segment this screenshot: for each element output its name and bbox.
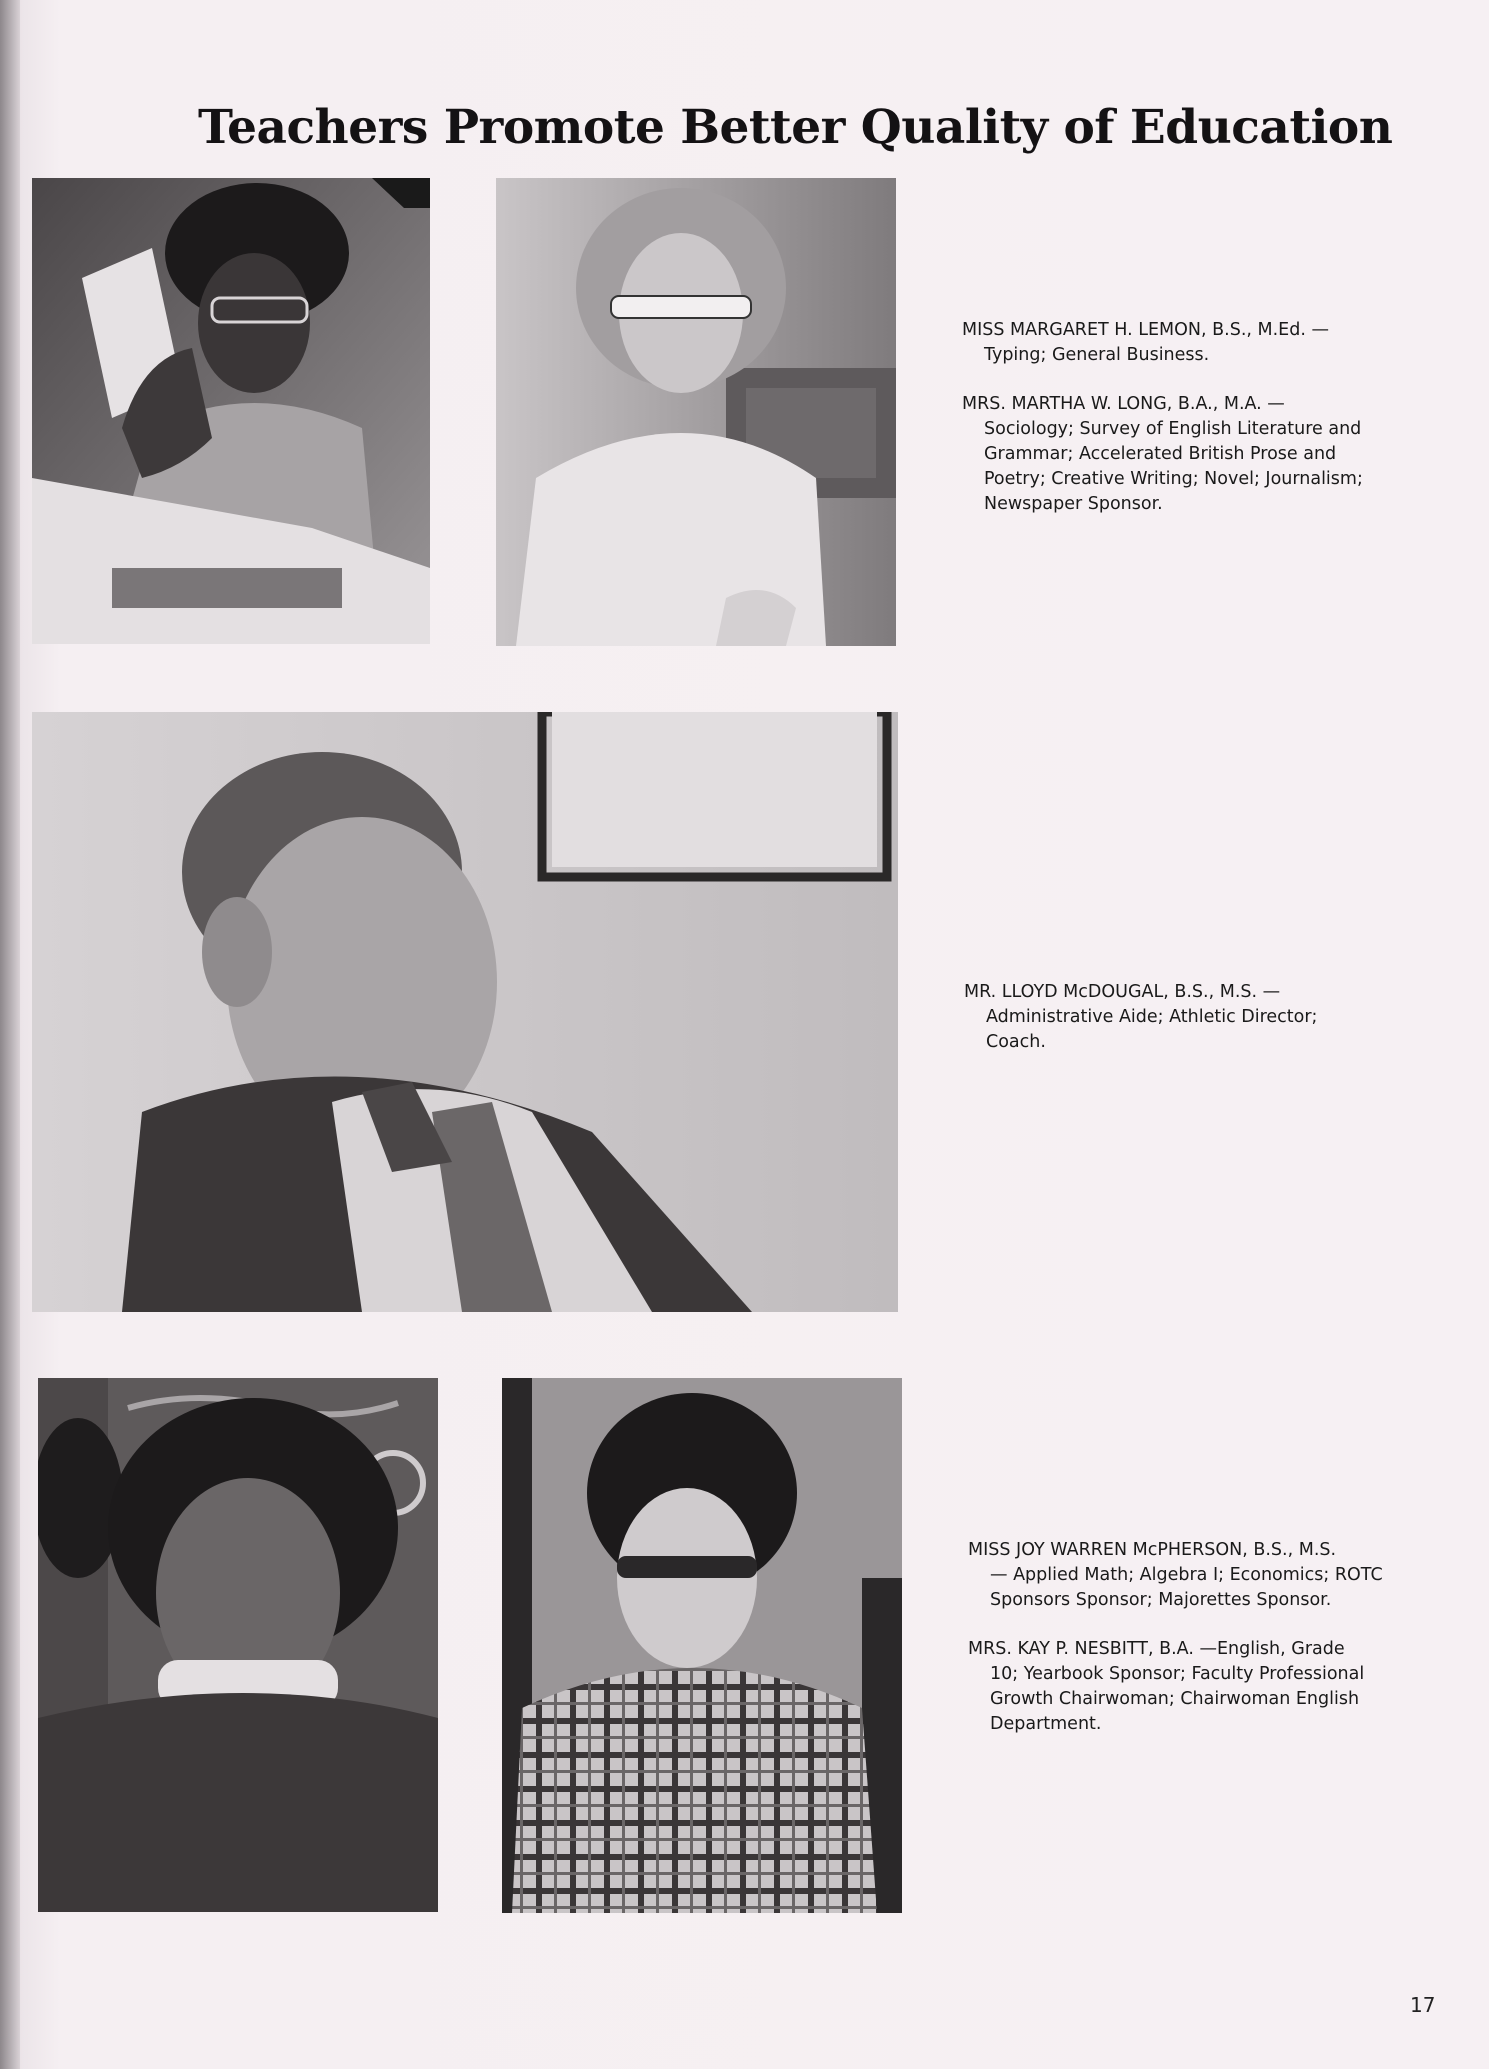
binding-gutter [0,0,20,2069]
caption-group-middle [964,980,1374,1079]
photo-teacher-by-chalkboard [38,1378,438,1912]
teacher-entry-lemon [962,318,1382,368]
photo-teacher-with-glasses [496,178,896,646]
teacher-subjects: Typing; General Business. [984,345,1210,365]
teacher-name: MRS. KAY P. NESBITT, B.A. —English, Grade [968,1639,1345,1659]
teacher-name: MR. LLOYD McDOUGAL, B.S., M.S. — [964,982,1281,1002]
teacher-name: MRS. MARTHA W. LONG, B.A., M.A. — [962,394,1285,414]
teacher-subjects: 10; Yearbook Sponsor; Faculty Professional Growth Chairwoman; Chairwoman English Department. [990,1664,1365,1734]
teacher-subjects: Administrative Aide; Athletic Director; Coach. [986,1007,1318,1052]
teacher-entry-long [962,392,1382,517]
caption-group-top [962,318,1382,541]
caption-group-bottom [968,1538,1388,1761]
teacher-entry-nesbitt [968,1637,1388,1737]
teacher-name: MISS JOY WARREN McPHERSON, B.S., M.S. [968,1540,1337,1560]
page-number: 17 [1410,1993,1436,2017]
page-title: Teachers Promote Better Quality of Education [198,100,1393,155]
teacher-subjects: Sociology; Survey of English Literature and Grammar; Accelerated British Prose and Poetry; Creative Writing; Novel; Journalism; Newspaper Sponsor. [984,419,1363,514]
photo-teacher-tweed-jacket [32,712,898,1312]
teacher-name: MISS MARGARET H. LEMON, B.S., M.Ed. — [962,320,1329,340]
photo-teacher-at-desk [32,178,430,644]
teacher-subjects: — Applied Math; Algebra I; Economics; ROTC Sponsors Sponsor; Majorettes Sponsor. [990,1565,1383,1610]
teacher-entry-mcdougal [964,980,1374,1055]
teacher-entry-mcpherson [968,1538,1388,1613]
photo-teacher-plaid-shirt [502,1378,902,1913]
